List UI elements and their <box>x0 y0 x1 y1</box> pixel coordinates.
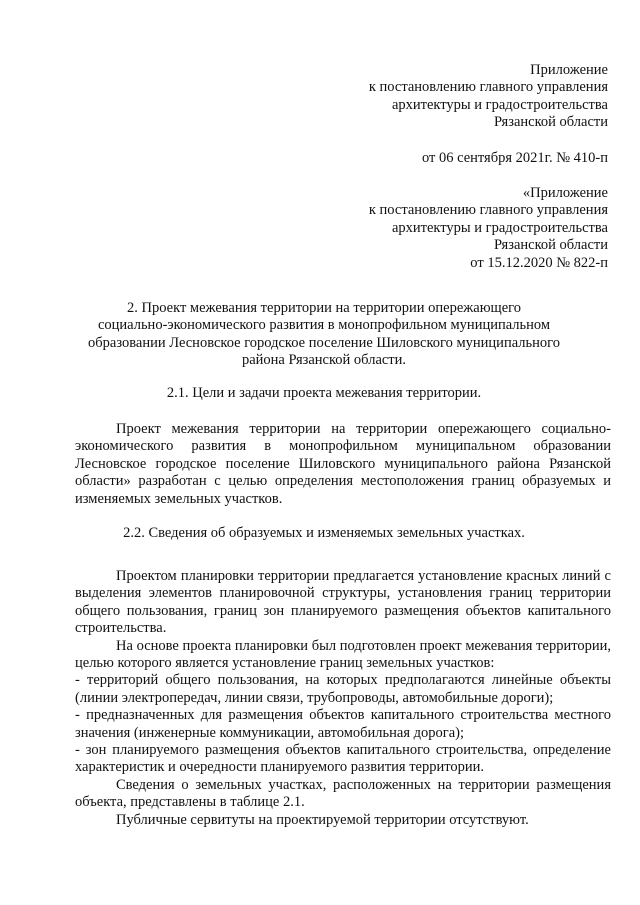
subsection-heading-2-1 <box>75 385 573 402</box>
header-line: архитектуры и градостроительства <box>391 96 608 113</box>
paragraph-goals <box>75 421 611 508</box>
header-line: архитектуры и градостроительства <box>391 219 608 236</box>
subsection-heading-text: 2.2. Сведения об образуемых и изменяемых земельных участках. <box>123 525 525 541</box>
header-line: от 15.12.2020 № 822-п <box>470 254 608 271</box>
header-line: к постановлению главного управления <box>368 79 608 96</box>
section-2-2-body <box>75 568 611 829</box>
header-line: Рязанской области <box>494 237 608 254</box>
header-line: к постановлению главного управления <box>368 202 608 219</box>
header-line: «Приложение <box>522 185 608 201</box>
list-item: - предназначенных для размещения объектов капитального строительства местного значения (инженерные коммуникации, автомобильная дорога); <box>75 707 611 741</box>
header-line: Приложение <box>530 62 608 78</box>
paragraph-text: Сведения о земельных участках, расположенных на территории размещения объекта, представлены в таблице 2.1. <box>75 776 611 811</box>
section-title <box>75 300 573 370</box>
list-item: - зон планируемого размещения объектов капитального строительства, определение характеристик и очередности планируемого развития территории. <box>75 742 611 776</box>
appendix-header-current <box>330 62 608 132</box>
subsection-heading-text: 2.1. Цели и задачи проекта межевания территории. <box>166 385 482 401</box>
list-item: - территорий общего пользования, на которых предполагаются линейные объекты (линии электропередач, линии связи, трубопроводы, автомобильные дороги); <box>75 672 611 706</box>
section-title-line: образовании Лесновское городское поселение Шиловского муниципального <box>88 334 560 351</box>
header-line: Рязанской области <box>494 114 608 131</box>
appendix-header-original <box>330 185 608 272</box>
subsection-heading-2-2 <box>75 525 573 542</box>
section-title-line: района Рязанской области. <box>241 352 407 369</box>
paragraph-text: На основе проекта планировки был подготовлен проект межевания территории, целью которого является установление границ земельных участков: <box>75 637 611 672</box>
paragraph-text: Проект межевания территории на территории опережающего социально-экономического развития в монопрофильном муниципальном образовании Лесновское городское поселение Шиловского муниципального района Рязанской области» разработан с целью определения местоположения границ образуемых и изменяемых земельных участков. <box>75 421 611 507</box>
header-date-line: от 06 сентября 2021г. № 410-п <box>421 150 608 166</box>
appendix-header-current-date <box>330 150 608 167</box>
paragraph-text: Проектом планировки территории предлагается установление красных линий с выделения элементов планировочной структуры, установления границ территории общего пользования, границ зон планируемого размещения объектов капитального строительства. <box>75 568 611 637</box>
section-title-line: социально-экономического развития в монопрофильном муниципальном <box>97 317 551 334</box>
paragraph-text: Публичные сервитуты на проектируемой территории отсутствуют. <box>116 811 529 828</box>
section-title-line: 2. Проект межевания территории на территории опережающего <box>127 300 521 316</box>
